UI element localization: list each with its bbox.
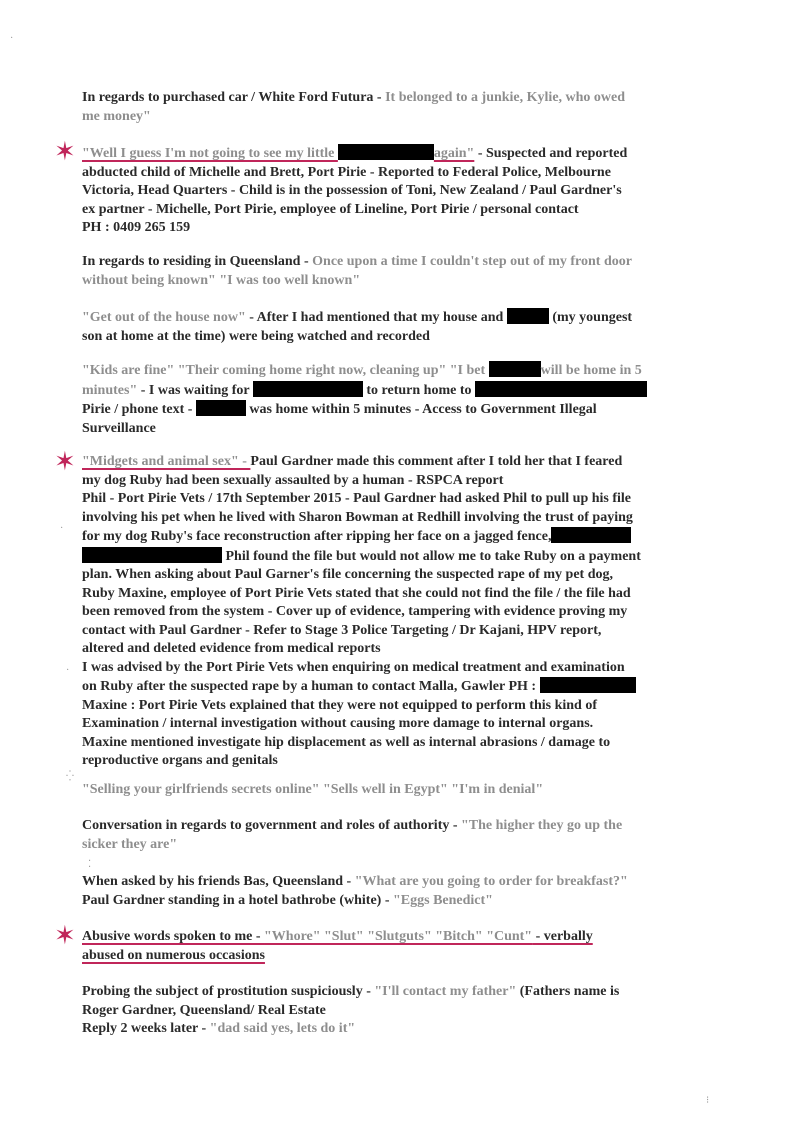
quote-text: sicker they are" [82,836,178,852]
statement-text: Examination / internal investigation without causing more damage to internal organs. [82,716,594,731]
scan-speck: ⁝ [706,1095,710,1106]
quote-text: "dad said yes, lets do it" [209,1021,356,1036]
paragraph-authority [82,817,708,854]
statement-text: In regards to purchased car / White Ford Futura - [82,90,386,105]
statement-text: I was advised by the Port Pirie Vets when enquiring on medical treatment and examination [82,659,625,675]
statement-text: - Suspected and reported [474,146,628,161]
redaction-box [338,144,434,160]
statement-text: my dog Ruby had been sexually assaulted by a human - RSPCA report [82,472,504,488]
paragraph-queensland [82,253,708,290]
statement-text: son at home at the time) were being watched and recorded [82,328,430,344]
statement-text: plan. When asking about Paul Garner's file concerning the suspected rape of my pet dog, [82,567,613,582]
statement-text: altered and deleted evidence from medical reports [82,641,381,656]
phone-number: PH : 0409 265 159 [82,220,191,235]
redaction-box [196,400,246,416]
paragraph-abusive-words [82,928,708,965]
statement-text: Victoria, Head Quarters - Child is in the possession of Toni, New Zealand / Paul Gardner's [82,183,622,198]
statement-text: Roger Gardner, Queensland/ Real Estate [82,1002,326,1018]
statement-text: - I was waiting for [137,382,253,398]
quote-text: "Whore" "Slut" "Slutguts" "Bitch" "Cunt" [264,929,533,944]
statement-text: abducted child of Michelle and Brett, Port Pirie - Reported to Federal Police, Melbourne [82,164,611,180]
paragraph-ruby-vets [82,453,708,771]
quote-text: "Midgets and animal sex" - [82,454,251,469]
statement-text: Conversation in regards to government and roles of authority - [82,818,462,833]
quote-text: "Eggs Benedict" [393,892,493,908]
quote-text: without being known" "I was too well known" [82,272,361,288]
quote-text: "Selling your girlfriends secrets online" "Sells well in Egypt" "I'm in denial" [82,782,544,797]
paragraph-breakfast [82,873,708,910]
statement-text: Paul Gardner made this comment after I told her that I feared [250,454,623,469]
quote-text: "Kids are fine" "Their coming home right now, cleaning up" "I bet [82,363,489,378]
quote-text: minutes" [82,382,138,398]
margin-star-mark: ✶ [54,447,76,476]
statement-text: When asked by his friends Bas, Queensland - [82,874,355,889]
quote-text: "Well I guess I'm not going to see my little [82,146,338,161]
scan-speck: · [66,665,70,676]
statement-text: reproductive organs and genitals [82,753,278,768]
statement-text: - After I had mentioned that my house and [245,310,507,325]
paragraph-abducted-child [82,144,708,238]
redaction-box [82,547,222,563]
margin-star-mark: ✶ [54,921,76,950]
statement-text: (my youngest [548,310,633,325]
statement-text: ex partner - Michelle, Port Pirie, employee of Lineline, Port Pirie / personal contact [82,201,579,217]
paragraph-prostitution [82,983,708,1039]
statement-text: involving his pet when he lived with Sharon Bowman at Redhill involving the trust of paying [82,509,633,525]
quote-text: again" [433,146,475,161]
statement-text: was home within 5 minutes - Access to Government Illegal [245,402,597,417]
quote-text: It belonged to a junkie, Kylie, who owed [385,90,626,105]
statement-text: (Fathers name is [516,984,620,999]
paragraph-get-out [82,308,708,346]
statement-text: Paul Gardner standing in a hotel bathrobe (white) - [82,892,394,908]
redaction-box [551,527,631,543]
statement-text: Abusive words spoken to me - [82,929,265,944]
scan-speck: · [60,523,64,534]
quote-text: "Get out of the house now" [82,310,246,325]
paragraph-kids-fine [82,361,708,438]
statement-text: Maxine : Port Pirie Vets explained that they were not equipped to perform this kind of [82,697,597,713]
statement-text: Maxine mentioned investigate hip displacement as well as internal abrasions / damage to [82,734,611,750]
statement-text: Probing the subject of prostitution suspiciously - [82,984,375,999]
scan-speck: ⁚ [88,859,92,870]
quote-text: "I'll contact my father" [374,984,517,999]
statement-text: on Ruby after the suspected rape by a human to contact Malla, Gawler PH : [82,679,540,694]
quote-text: will be home in 5 [540,363,642,378]
redaction-box [253,381,363,397]
quote-text: "What are you going to order for breakfast?" [354,874,628,889]
statement-text: contact with Paul Gardner - Refer to Stage 3 Police Targeting / Dr Kajani, HPV report, [82,622,602,638]
margin-star-mark: ✶ [54,137,76,166]
statement-text: In regards to residing in Queensland - [82,254,313,269]
statement-text: Reply 2 weeks later - [82,1021,210,1036]
scan-speck: · [10,33,14,44]
statement-text: Phil found the file but would not allow me to take Ruby on a payment [222,548,641,564]
statement-text: abused on numerous occasions [82,947,265,963]
paragraph-selling-secrets [82,781,708,800]
statement-text: for my dog Ruby's face reconstruction after ripping her face on a jagged fence, [82,529,552,544]
statement-text: - verbally [532,929,593,944]
paragraph-car [82,89,708,126]
redaction-box [507,308,549,324]
statement-text: Surveillance [82,420,156,436]
statement-text: to return home to [362,382,475,398]
statement-text: Phil - Port Pirie Vets / 17th September 2015 - Paul Gardner had asked Phil to pull up his file [82,491,632,506]
redaction-box [540,677,636,693]
quote-text: Once upon a time I couldn't step out of my front door [312,254,632,269]
quote-text: me money" [82,108,151,124]
scan-speck: ⁛ [66,771,74,782]
redaction-box [489,361,541,377]
statement-text: Ruby Maxine, employee of Port Pirie Vets stated that she could not find the file / the file had [82,585,631,601]
redaction-box [475,381,647,397]
statement-text: been removed from the system - Cover up of evidence, tampering with evidence proving my [82,604,628,619]
statement-text: Pirie / phone text - [82,402,196,417]
quote-text: "The higher they go up the [461,818,623,833]
